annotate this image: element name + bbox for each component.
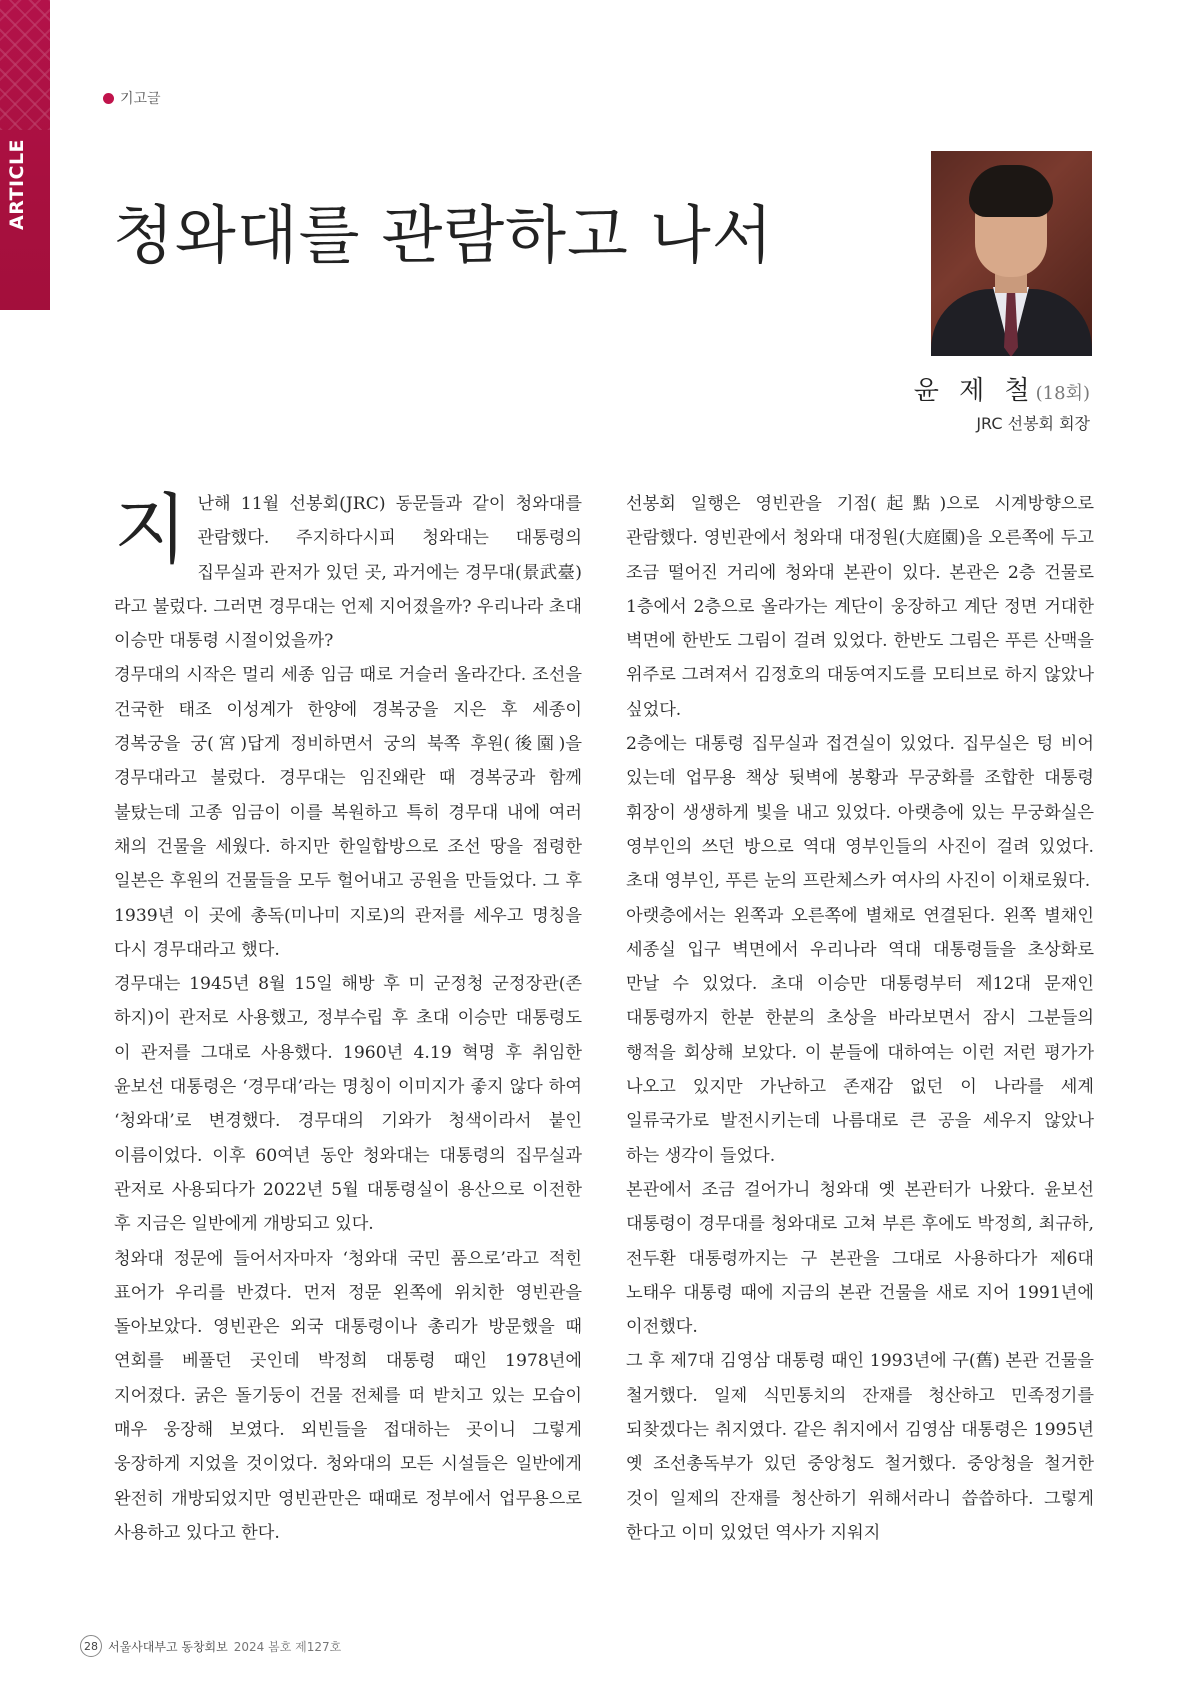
article-paragraph: 경무대는 1945년 8월 15일 해방 후 미 군정청 군정장관(존 하지)이 관저로 사용했고, 정부수립 후 초대 이승만 대통령도 이 관저를 그대로 사용했다. 1960년 4.19 혁명 후 취임한 윤보선 대통령은 ‘경무대’라는 명칭이 이미지가 좋지 않다 하여 ‘청와대’로 변경했다. 경무대의 기와가 청색이라서 붙인 이름이었다. 이후 60여년 동안 청와대는 대통령의 집무실과 관저로 사용되다가 2022년 5월 대통령실이 용산으로 이전한 후 지금은 일반에게 개방되고 있다. bbox=[114, 974, 582, 1235]
article-paragraph: 2층에는 대통령 집무실과 접견실이 있었다. 집무실은 텅 비어 있는데 업무용 책상 뒷벽에 봉황과 무궁화를 조합한 대통령 휘장이 생생하게 빛을 내고 있었다. 아랫층에 있는 무궁화실은 영부인의 쓰던 방으로 역대 영부인들의 사진이 걸려 있었다. 초대 영부인, 푸른 눈의 프란체스카 여사의 사진이 이채로웠다. bbox=[626, 734, 1094, 892]
author-block bbox=[914, 370, 1090, 434]
author-name: 윤 제 철 bbox=[913, 376, 1036, 406]
article-paragraph: 선봉회 일행은 영빈관을 기점(起點)으로 시계방향으로 관람했다. 영빈관에서 청와대 대정원(大庭園)을 오른쪽에 두고 조금 떨어진 거리에 청와대 본관이 있다. 본관은 2층 건물로 1층에서 2층으로 올라가는 계단이 웅장하고 계단 정면 거대한 벽면에 한반도 그림이 걸려 있었다. 한반도 그림은 푸른 산맥을 위주로 그려져서 김정호의 대동여지도를 모티브로 하지 않았나 싶었다. bbox=[626, 494, 1094, 720]
page-number: 28 bbox=[80, 1635, 102, 1657]
author-role: JRC 선봉회 회장 bbox=[976, 414, 1090, 433]
page-footer bbox=[80, 1635, 341, 1657]
article-paragraph bbox=[114, 487, 582, 658]
category-text: 기고글 bbox=[120, 91, 161, 107]
side-tab-label: ARTICLE bbox=[6, 138, 28, 230]
article-column-right bbox=[626, 487, 1094, 1550]
dropcap: 지 bbox=[114, 485, 188, 574]
portrait-hair bbox=[969, 165, 1053, 217]
paragraph-text: 난해 11월 선봉회(JRC) 동문들과 같이 청와대를 관람했다. 주지하다시피 청와대는 대통령의 집무실과 관저가 있던 곳, 과거에는 경무대(景武臺)라고 불렀다. 그러면 경무대는 언제 지어졌을까? 우리나라 초대 이승만 대통령 시절이었을까? bbox=[114, 494, 583, 652]
article-title: 청와대를 관람하고 나서 bbox=[113, 199, 774, 272]
article-paragraph: 본관에서 조금 걸어가니 청와대 옛 본관터가 나왔다. 윤보선 대통령이 경무대를 청와대로 고쳐 부른 후에도 박정희, 최규하, 전두환 대통령까지는 구 본관을 그대로 사용하다가 제6대 노태우 대통령 때에 지금의 본관 건물을 새로 지어 1991년에 이전했다. bbox=[626, 1179, 1094, 1338]
author-generation: (18회) bbox=[1035, 383, 1090, 404]
category-label bbox=[103, 88, 161, 108]
article-paragraph: 경무대의 시작은 멀리 세종 임금 때로 거슬러 올라간다. 조선을 건국한 태조 이성계가 한양에 경복궁을 지은 후 세종이 경복궁을 궁(宮)답게 정비하면서 궁의 북쪽 후원(後園)을 경무대라고 불렀다. 경무대는 임진왜란 때 경복궁과 함께 불탔는데 고종 임금이 이를 복원하고 특히 경무대 내에 여러 채의 건물을 세웠다. 하지만 한일합방으로 조선 땅을 점령한 일본은 후원의 건물들을 모두 헐어내고 공원을 만들었다. 그 후 1939년 이 곳에 총독(미나미 지로)의 관저를 세우고 명칭을 다시 경무대라고 했다. bbox=[114, 665, 582, 960]
issue-info: 2024 봄호 제127호 bbox=[233, 1639, 342, 1654]
article-column-left bbox=[114, 487, 582, 1550]
author-portrait bbox=[931, 151, 1092, 356]
bullet-dot-icon bbox=[103, 93, 114, 104]
article-paragraph: 청와대 정문에 들어서자마자 ‘청와대 국민 품으로’라고 적힌 표어가 우리를 반겼다. 먼저 정문 왼쪽에 위치한 영빈관을 돌아보았다. 영빈관은 외국 대통령이나 총리가 방문했을 때 연회를 베풀던 곳인데 박정희 대통령 때인 1978년에 지어졌다. 굵은 돌기둥이 건물 전체를 떠 받치고 있는 모습이 매우 웅장해 보였다. 외빈들을 접대하는 곳이니 그렇게 웅장하게 지었을 것이었다. 청와대의 모든 시설들은 일반에게 완전히 개방되었지만 영빈관만은 때때로 정부에서 업무용으로 사용하고 있다고 한다. bbox=[114, 1248, 582, 1543]
article-paragraph: 그 후 제7대 김영삼 대통령 때인 1993년에 구(舊) 본관 건물을 철거했다. 일제 식민통치의 잔재를 청산하고 민족정기를 되찾겠다는 취지였다. 같은 취지에서 김영삼 대통령은 1995년 옛 조선총독부가 있던 중앙청도 철거했다. 중앙청을 철거한 것이 일제의 잔재를 청산하기 위해서라니 씁씁하다. 그렇게 한다고 이미 있었던 역사가 지워지 bbox=[626, 1351, 1094, 1543]
decorative-pattern bbox=[0, 0, 50, 130]
article-side-tab bbox=[0, 0, 50, 310]
article-paragraph: 아랫층에서는 왼쪽과 오른쪽에 별채로 연결된다. 왼쪽 별채인 세종실 입구 벽면에서 우리나라 역대 대통령들을 초상화로 만날 수 있었다. 초대 이승만 대통령부터 제12대 문재인 대통령까지 한분 한분의 초상을 바라보면서 잠시 그분들의 행적을 회상해 보았다. 이 분들에 대하여는 이런 저런 평가가 나오고 있지만 가난하고 존재감 없던 이 나라를 세계 일류국가로 발전시키는데 나름대로 큰 공을 세우지 않았나 하는 생각이 들었다. bbox=[626, 905, 1094, 1166]
publication-name: 서울사대부고 동창회보 bbox=[108, 1639, 228, 1654]
